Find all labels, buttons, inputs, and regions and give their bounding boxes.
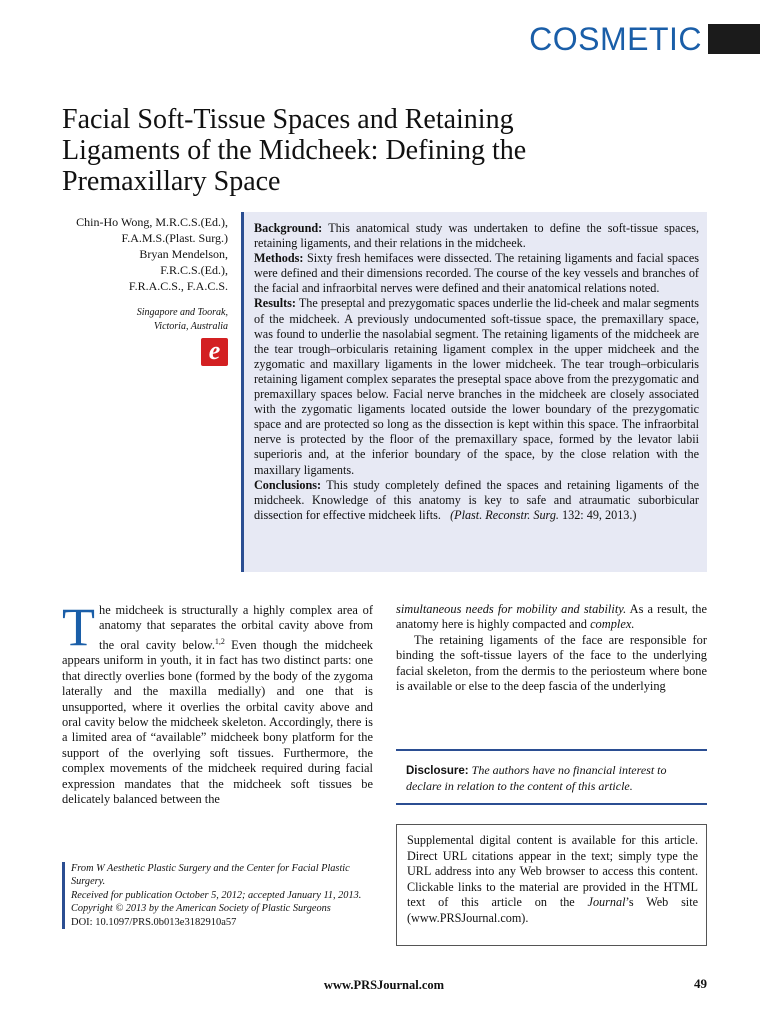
body-paragraph: simultaneous needs for mobility and stability. As a result, the anatomy here is highly compacted and complex. xyxy=(396,602,707,632)
author-line: Bryan Mendelson, xyxy=(139,247,228,261)
disclosure-box xyxy=(396,749,707,805)
footnote-doi[interactable]: DOI: 10.1097/PRS.0b013e3182910a57 xyxy=(71,917,237,929)
abstract-box xyxy=(241,212,707,572)
abstract-methods: Methods: Sixty fresh hemifaces were dissected. The retaining ligaments and facial spaces were defined and their dimensions recorded. The course of the key vessels and branches of the facial and infraorbital nerves were defined and their anatomical relations noted. xyxy=(254,251,699,296)
supplemental-box: Supplemental digital content is available for this article. Direct URL citations appear in the text; simply type the URL address into any Web browser to access this content. Clickable links to the material are provided in the HTML text of this article on the Journal’s Web site (www.PRSJournal.com). xyxy=(396,824,707,946)
author-line: Chin-Ho Wong, M.R.C.S.(Ed.), xyxy=(76,215,228,229)
abstract-conclusions: Conclusions: This study completely defined the spaces and retaining ligaments of the midcheek. Knowledge of this anatomy is key to safe and atraumatic suborbicular dissection for effective midcheek lifts. (Plast. Reconstr. Surg. 132: 49, 2013.) xyxy=(254,477,699,522)
article-title: Facial Soft-Tissue Spaces and Retaining Ligaments of the Midcheek: Defining the Premaxillary Space xyxy=(62,104,527,197)
disclosure-text: The authors have no financial interest to declare in relation to the content of this article. xyxy=(406,763,667,793)
body-paragraph: The retaining ligaments of the face are responsible for binding the soft-tissue layers of the face to the underlying facial skeleton, from the dermis to the periosteum where bone is available or else to the deep fascia of the underlying xyxy=(396,632,707,694)
section-bar xyxy=(708,24,760,54)
affiliation-line: Singapore and Toorak, xyxy=(136,307,228,318)
footnote-from: From W Aesthetic Plastic Surgery and the Center for Facial Plastic Surgery. xyxy=(71,863,350,888)
article-footnote xyxy=(62,862,373,929)
author-block xyxy=(28,214,228,334)
citation-rest: 132: 49, 2013.) xyxy=(558,507,637,522)
abstract-results: Results: The preseptal and prezygomatic spaces underlie the lid-cheek and malar segments of the midcheek. A previously undocumented soft-tissue space, the premaxillary space, was found to underlie the nasolabial segment. The retaining ligaments of the midcheek are the tear trough–orbicularis retaining ligament complex in the upper midcheek and the zygomatic and maxillary ligaments in the lower midcheek. The tear trough–orbicularis retaining ligament complex separates the preseptal space above from the prezygomatic and premaxillary spaces below. Facial nerve branches in the midcheek are closely associated with the zygomatic ligaments located outside the lower boundary of the prezygomatic space and are protected so long as the dissection is kept within this space. The infraorbital nerve is protected by the floor of the premaxillary space, formed by the levator labii superioris and, at the inferior boundary of the space, by the close relation with the maxillary ligaments. xyxy=(254,296,699,477)
affiliation-line: Victoria, Australia xyxy=(153,321,228,332)
author-line: F.R.A.C.S., F.A.C.S. xyxy=(128,279,228,293)
page-number: 49 xyxy=(694,976,707,991)
footnote-received: Received for publication October 5, 2012; accepted January 11, 2013. xyxy=(71,889,362,901)
body-paragraph: The midcheek is structurally a highly complex area of anatomy that separates the orbital cavity above from the oral cavity below.$^{1,2}$ Even though the midcheek appears uniform in youth, it in fact has two distinct parts: one that directly overlies bone (formed by the body of the zygoma laterally and the maxilla medially) and one that is unsupported, where it overlies the orbital cavity above and oral cavity below the midcheek skeleton. Accordingly, there is a limited area of “available” midcheek bony platform for the support of the overlying soft tissues. Furthermore, the complex movements of the midcheek required during facial expression mandates that the midcheek soft tissues be delicately balanced between the xyxy=(62,597,373,806)
body-column-right xyxy=(396,602,707,694)
citation-journal: (Plast. Reconstr. Surg. xyxy=(450,507,559,522)
body-column-left xyxy=(62,597,373,807)
footnote-copyright: Copyright © 2013 by the American Society of Plastic Surgeons xyxy=(71,902,331,914)
abstract-background: Background: This anatomical study was undertaken to define the soft-tissue spaces, retaining ligaments, and their relations in the midcheek. xyxy=(254,221,699,251)
disclosure-label: Disclosure: xyxy=(406,765,469,777)
drop-cap: T xyxy=(62,597,95,657)
reference-marker[interactable]: 1,2 xyxy=(214,636,225,646)
section-title: COSMETIC xyxy=(529,21,702,57)
section-label xyxy=(529,22,760,56)
affiliation xyxy=(28,306,228,334)
author-line: F.A.M.S.(Plast. Surg.) xyxy=(121,231,228,245)
journal-url[interactable]: www.PRSJournal.com xyxy=(323,978,445,992)
electronic-content-icon[interactable]: e xyxy=(201,338,228,366)
author-line: F.R.C.S.(Ed.), xyxy=(160,263,228,277)
